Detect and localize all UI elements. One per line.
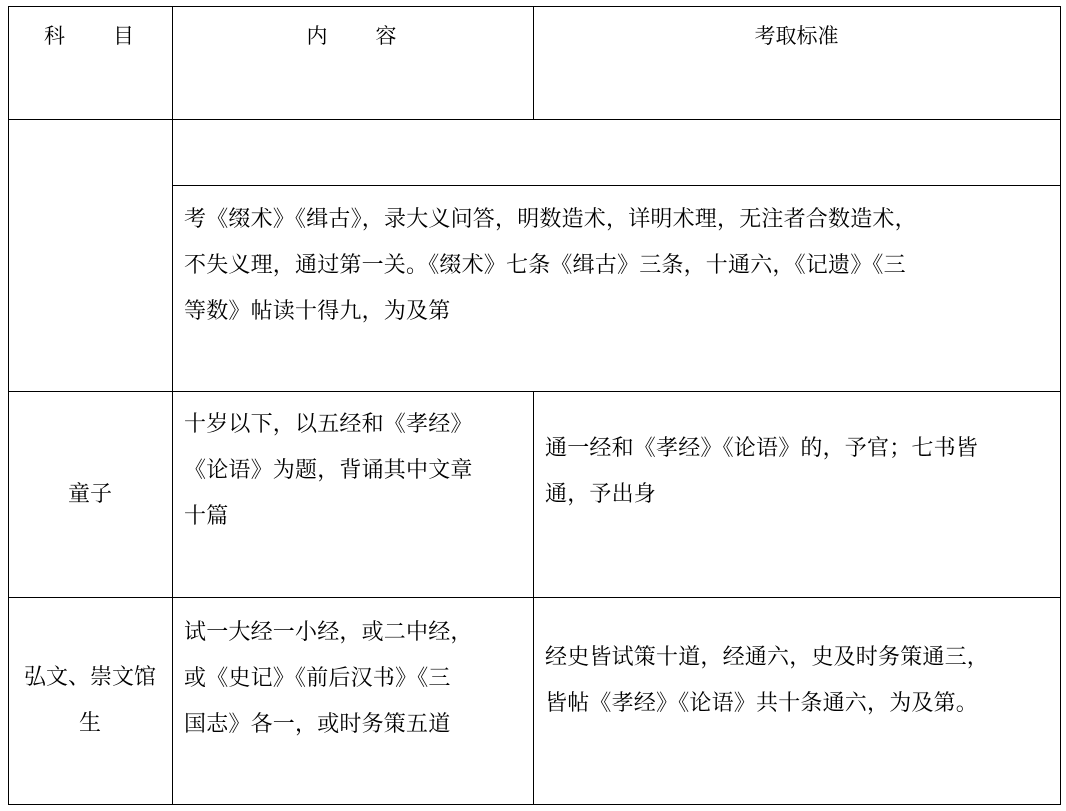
row2-subject xyxy=(8,392,172,597)
row1-subject xyxy=(8,119,172,391)
table-row1-inner-divider xyxy=(172,185,1061,186)
table-border-bottom xyxy=(8,804,1061,805)
row2-standard: 通一经和《孝经》《论语》的，予官；七书皆 通，予出身 xyxy=(545,436,979,507)
header-standard xyxy=(533,6,1060,66)
header-subject-text: 科 目 xyxy=(44,24,136,48)
row3-content: 试一大经一小经，或二中经， 或《史记》《前后汉书》《三 国志》各一，或时务策五道 xyxy=(184,620,473,737)
row1-top-cell xyxy=(172,119,1060,185)
header-content-text: 内 容 xyxy=(306,24,399,48)
row2-content: 十岁以下，以五经和《孝经》 《论语》为题，背诵其中文章 十篇 xyxy=(184,412,473,529)
table-divider-content-body xyxy=(533,391,534,805)
row3-subject: 弘文、崇文馆 生 xyxy=(23,665,156,736)
table-border-right xyxy=(1060,6,1061,805)
header-standard-text: 考取标准 xyxy=(754,24,839,48)
header-content xyxy=(172,6,533,66)
header-subject xyxy=(8,6,172,66)
row1-merged-text: 考《缀术》《缉古》，录大义问答，明数造术，详明术理，无注者合数造术， 不失义理，通过第一关。《缀术》七条《缉古》三条，十通六，《记遗》《三 等数》帖读十得九，为及第 xyxy=(184,207,917,324)
row2-subject-text: 童子 xyxy=(67,481,112,507)
row3-standard: 经史皆试策十道，经通六，史及时务策通三， 皆帖《孝经》《论语》共十条通六，为及第。 xyxy=(545,645,990,716)
